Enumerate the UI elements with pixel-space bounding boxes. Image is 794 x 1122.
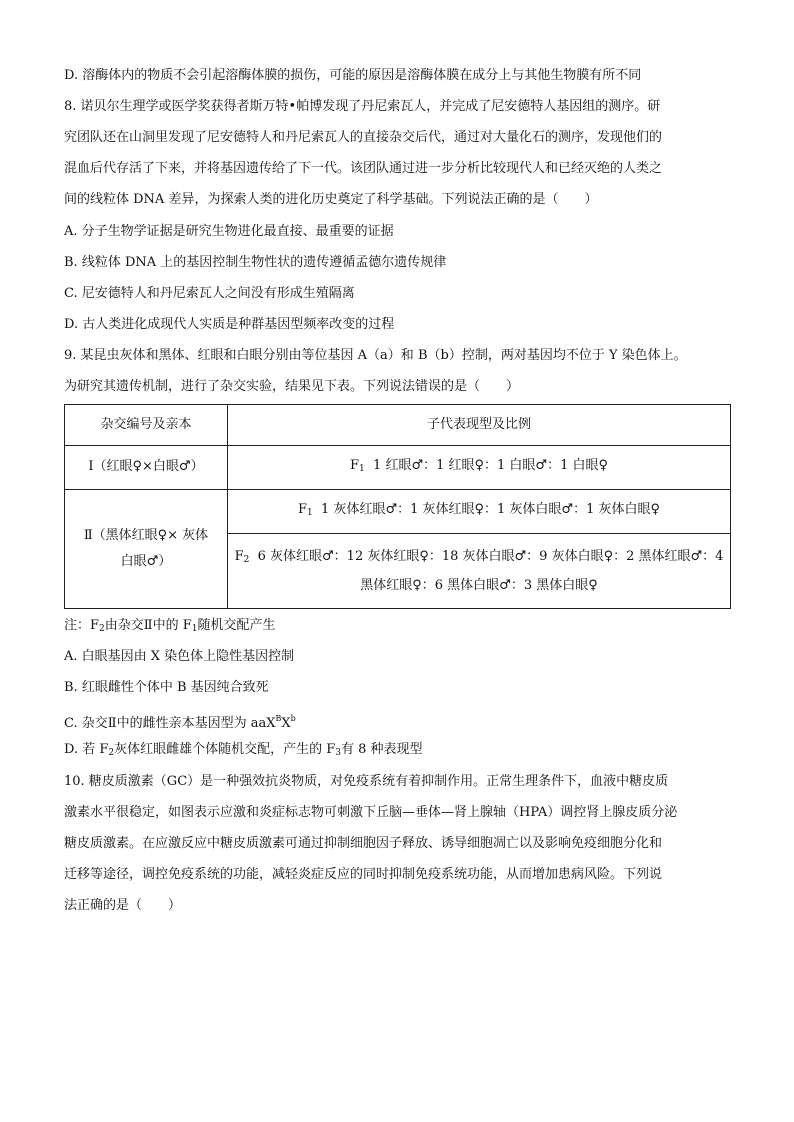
option-d-text-c: 有 8 种表现型 [341,742,423,757]
f2-subscript: 2 [243,554,250,565]
q9-option-d [64,740,423,760]
q8-option-b: B. 线粒体 DNA 上的基因控制生物性状的遗传遵循孟德尔遗传规律 [64,255,447,270]
q10-stem-line-3: 糖皮质激素。在应激反应中糖皮质激素可通过抑制细胞因子释放、诱导细胞凋亡以及影响免疫细胞分化和 [64,836,663,851]
option-d-sub: 2 [108,748,115,758]
row2-f2 [228,534,731,609]
note-text-a: 注：F [64,618,100,633]
q8-option-d: D. 古人类进化成现代人实质是种群基因型频率改变的过程 [64,317,395,332]
row2-f1-ratio: 1 灰体红眼♂：1 灰体红眼♀：1 灰体白眼♂：1 灰体白眼♀ [321,502,660,518]
note-subscript: 2 [99,624,105,634]
f1-label: F [350,457,360,473]
q8-option-a: A. 分子生物学证据是研究生物进化最直接、最重要的证据 [64,224,394,239]
option-c-sup-2: b [290,714,296,723]
q8-stem-line-1: 8. 诺贝尔生理学或医学奖获得者斯万特•帕博发现了丹尼索瓦人，并完成了尼安德特人基因组的测序。研 [64,99,661,114]
q7-option-d: D. 溶酶体内的物质不会引起溶酶体膜的损伤，可能的原因是溶酶体膜在成分上与其他生物膜有所不同 [64,68,642,83]
f1-subscript: 1 [359,463,365,474]
q8-stem-line-3: 混血后代存活了下来，并将基因遗传给了下一代。该团队通过进一步分析比较现代人和已经灭绝的人类之 [64,161,663,176]
q10-stem-line-2: 激素水平很稳定，如图表示应激和炎症标志物可刺激下丘脑—垂体—肾上腺轴（HPA）调控肾上腺皮质分泌 [64,805,678,820]
q9-option-a: A. 白眼基因由 X 染色体上隐性基因控制 [64,649,295,664]
f2-label: F [234,548,244,564]
table-header-row [65,405,731,446]
row2-parent-line-2: 白眼♂） [120,554,172,570]
f1-subscript: 1 [307,508,313,519]
option-c-sup-1: B [275,714,282,723]
row2-f2-ratio-part-1: 6 灰体红眼♂：12 灰体红眼♀：18 灰体白眼♂：9 灰体白眼♀：2 黑体红眼♂：4 [257,548,724,564]
option-d-sub-2: 3 [335,748,342,758]
row1-parent: Ⅰ（红眼♀×白眼♂） [65,445,228,489]
note-text-b: 由杂交Ⅱ中的 F [104,618,192,633]
option-c-x: X [281,716,291,731]
note-text-c: 随机交配产生 [197,618,276,633]
f1-label: F [298,502,308,518]
q10-stem-line-5: 法正确的是（ ） [64,898,182,913]
row2-parent [65,490,228,609]
row2-f2-line-1 [234,544,724,573]
header-parent: 杂交编号及亲本 [65,405,228,446]
option-d-text-b: 灰体红眼雌雄个体随机交配，产生的 F [114,742,336,757]
option-c-text: C. 杂交Ⅱ中的雌性亲本基因型为 aaX [64,716,276,731]
row2-f1 [228,490,731,534]
row2-parent-line-1: Ⅱ（黑体红眼♀× 灰体 [83,528,209,544]
q8-stem-line-2: 究团队还在山洞里发现了尼安德特人和丹尼索瓦人的直接杂交后代，通过对大量化石的测序，发现他们的 [64,130,663,145]
cross-table [64,404,731,609]
q9-option-c [64,709,296,729]
option-d-text-a: D. 若 F [64,742,109,757]
table-row [65,445,731,489]
q8-option-c: C. 尼安德特人和丹尼索瓦人之间没有形成生殖隔离 [64,286,355,301]
q9-stem-line-1: 9. 某昆虫灰体和黑体、红眼和白眼分别由等位基因 A（a）和 B（b）控制，两对基因均不位于 Y 染色体上。 [64,348,687,363]
row2-f2-line-2: 黑体红眼♀：6 黑体白眼♂：3 黑体白眼♀ [360,577,598,593]
header-offspring: 子代表现型及比例 [228,405,731,446]
note-subscript-2: 1 [191,624,198,634]
q9-note [64,616,276,636]
q8-stem-line-4: 间的线粒体 DNA 差异，为探索人类的进化历史奠定了科学基础。下列说法正确的是（ ） [64,192,598,207]
row1-f1-ratio: 1 红眼♂：1 红眼♀：1 白眼♂：1 白眼♀ [373,457,608,473]
q10-stem-line-1: 10. 糖皮质激素（GC）是一种强效抗炎物质，对免疫系统有着抑制作用。正常生理条件下，血液中糖皮质 [64,774,669,789]
q9-stem-line-2: 为研究其遗传机制，进行了杂交实验，结果见下表。下列说法错误的是（ ） [64,379,520,394]
q9-option-b: B. 红眼雌性个体中 B 基因纯合致死 [64,680,269,695]
q10-stem-line-4: 迁移等途径，调控免疫系统的功能，减轻炎症反应的同时抑制免疫系统功能，从而增加患病风险。下列说 [64,867,663,882]
row1-f1 [228,445,731,489]
table-row [65,490,731,534]
